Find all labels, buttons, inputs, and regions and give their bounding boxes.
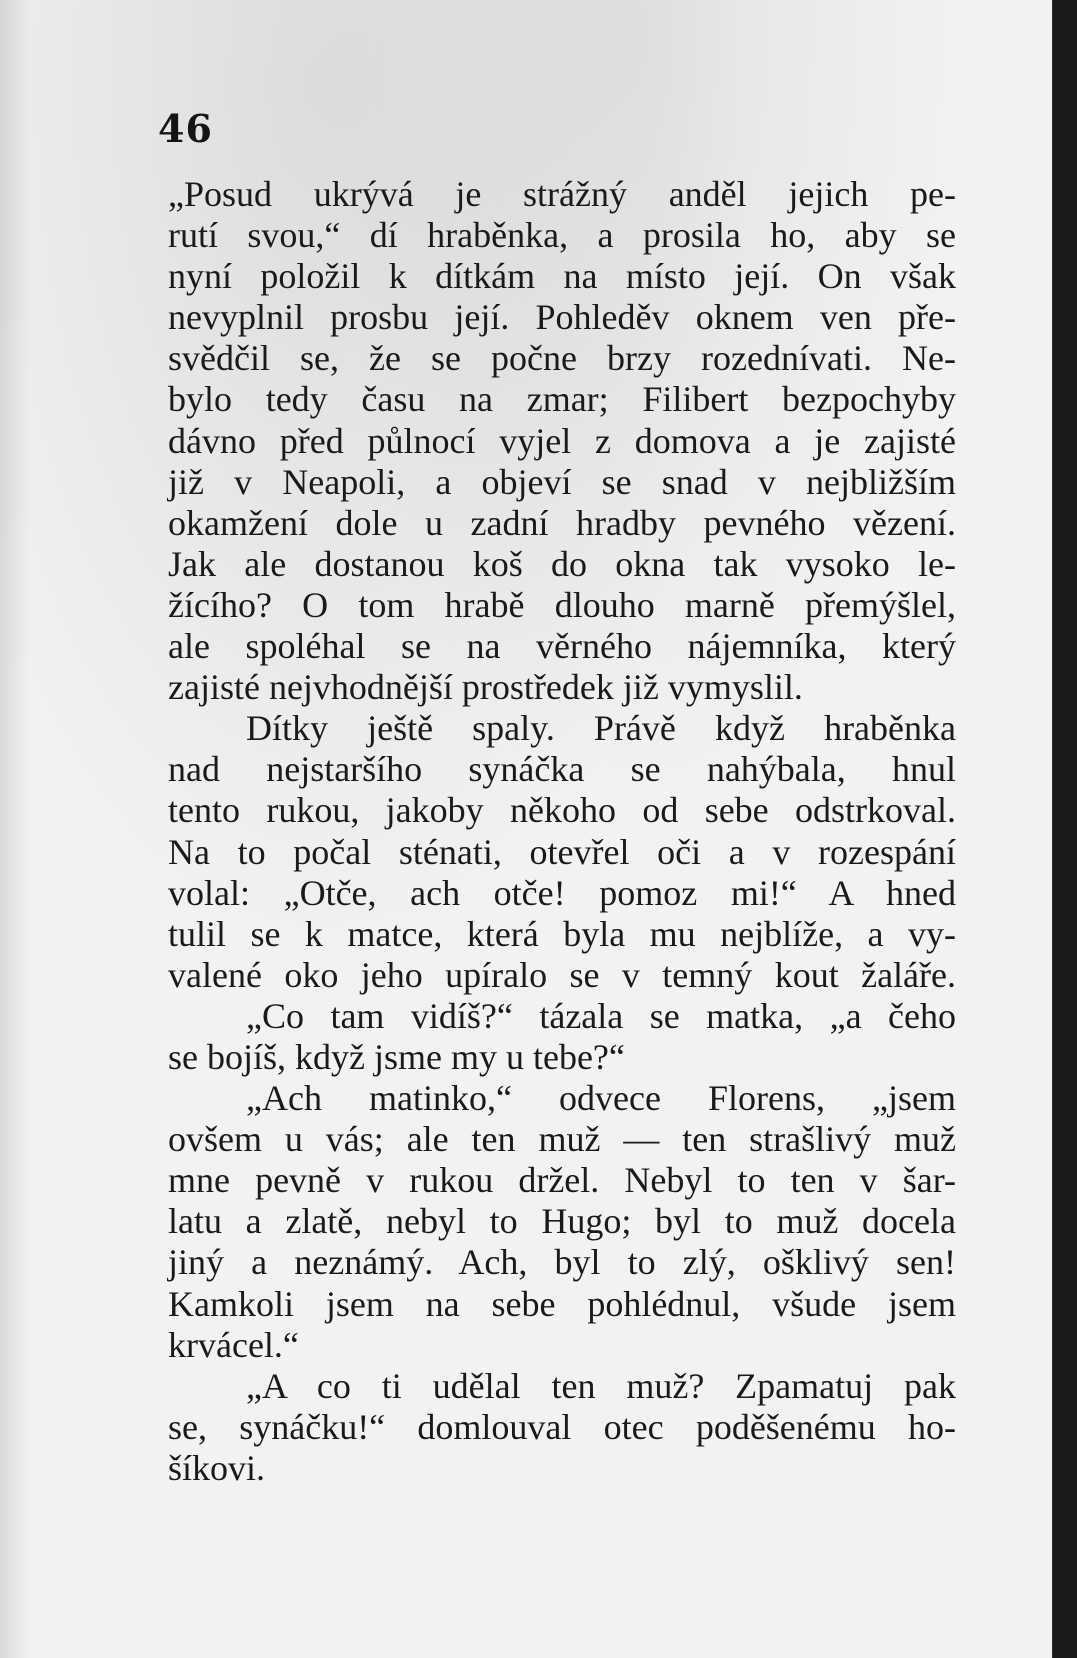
text-line: dávno před půlnocí vyjel z domova a je zajisté <box>168 420 956 461</box>
text-line: „A co ti udělal ten muž? Zpamatuj pak <box>246 1365 956 1406</box>
text-line: žícího? O tom hrabě dlouho marně přemýšlel, <box>168 584 956 625</box>
text-line: valené oko jeho upíralo se v temný kout žaláře. <box>168 954 956 995</box>
text-line: „Posud ukrývá je strážný anděl jejich pe- <box>168 174 956 214</box>
text-line: nevyplnil prosbu její. Pohleděv oknem ven pře- <box>168 297 956 338</box>
text-line: se bojíš, když jsme my u tebe?“ <box>168 1036 625 1077</box>
text-line: mne pevně v rukou držel. Nebyl to ten v šar- <box>168 1160 956 1201</box>
text-line: bylo tedy času na zmar; Filibert bezpochyby <box>168 379 956 420</box>
text-line: zajisté nejvhodnější prostředek již vymyslil. <box>168 667 803 708</box>
body-text <box>168 174 956 1489</box>
text-line: „Ach matinko,“ odvece Florens, „jsem <box>246 1078 956 1119</box>
text-line: krvácel.“ <box>168 1324 299 1365</box>
text-line: nad nejstaršího synáčka se nahýbala, hnul <box>168 749 956 790</box>
text-line: se, synáčku!“ domlouval otec poděšenému ho- <box>168 1406 956 1447</box>
page-number: 46 <box>158 106 213 151</box>
text-line: Dítky ještě spaly. Právě když hraběnka <box>246 708 956 749</box>
text-line: tulil se k matce, která byla mu nejblíže, a vy- <box>168 913 956 954</box>
text-line: ovšem u vás; ale ten muž — ten strašlivý muž <box>168 1119 956 1160</box>
text-line: šíkovi. <box>168 1447 266 1488</box>
text-line: již v Neapoli, a objeví se snad v nejbližším <box>168 461 956 502</box>
text-line: latu a zlatě, nebyl to Hugo; byl to muž docela <box>168 1201 956 1242</box>
text-line: volal: „Otče, ach otče! pomoz mi!“ A hned <box>168 872 956 913</box>
text-line: Kamkoli jsem na sebe pohlédnul, všude jsem <box>168 1283 956 1324</box>
text-line: nyní položil k dítkám na místo její. On však <box>168 256 956 297</box>
text-line: Jak ale dostanou koš do okna tak vysoko le- <box>168 543 956 584</box>
text-line: „Co tam vidíš?“ tázala se matka, „a čeho <box>246 995 956 1036</box>
text-line: okamžení dole u zadní hradby pevného vězení. <box>168 502 956 543</box>
page-edge-shadow <box>1053 0 1077 1658</box>
text-line: rutí svou,“ dí hraběnka, a prosila ho, aby se <box>168 215 956 256</box>
text-line: svědčil se, že se počne brzy rozednívati. Ne- <box>168 338 956 379</box>
text-line: tento rukou, jakoby někoho od sebe odstrkoval. <box>168 790 956 831</box>
text-line: jiný a neznámý. Ach, byl to zlý, ošklivý sen! <box>168 1242 956 1283</box>
text-line: ale spoléhal se na věrného nájemníka, který <box>168 626 956 667</box>
text-line: Na to počal sténati, otevřel oči a v rozespání <box>168 831 956 872</box>
